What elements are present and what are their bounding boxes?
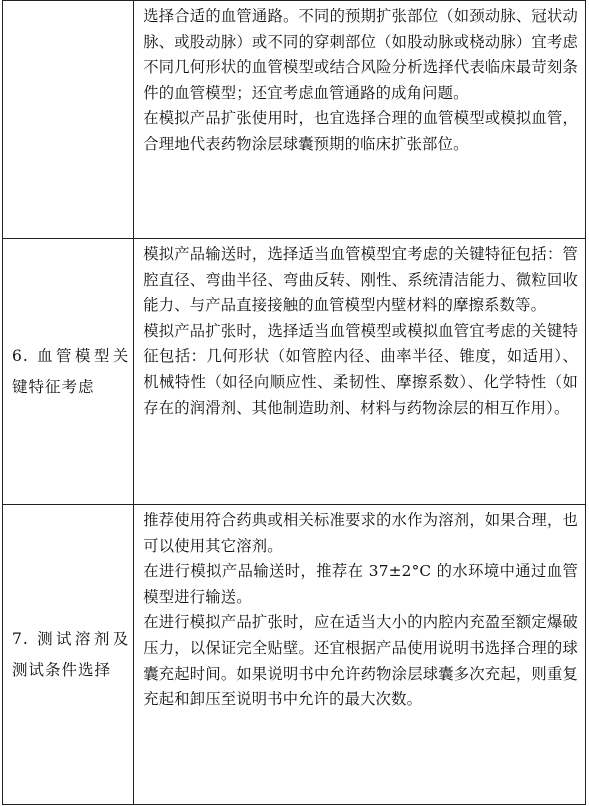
table-row	[3, 239, 586, 505]
row-label: 7. 测试溶剂及测试条件选择	[12, 629, 130, 679]
row-label-cell	[3, 505, 134, 805]
paragraph: 选择合适的血管通路。不同的预期扩张部位（如颈动脉、冠状动脉、或股动脉）或不同的穿刺部位（如股动脉或桡动脉）宜考虑不同几何形状的血管模型或结合风险分析选择代表临床最苛刻条件的血管模型；还宜考虑血管通路的成角问题。	[143, 7, 578, 102]
requirements-table	[2, 0, 586, 805]
paragraph: 推荐使用符合药典或相关标准要求的水作为溶剂，如果合理，也可以使用其它溶剂。	[143, 511, 578, 555]
row-label-cell	[3, 239, 134, 505]
paragraph: 在模拟产品扩张使用时，也宜选择合理的血管模型或模拟血管，合理地代表药物涂层球囊预期的临床扩张部位。	[143, 109, 578, 153]
paragraph: 模拟产品扩张时，选择适当血管模型或模拟血管宜考虑的关键特征包括：几何形状（如管腔内径、曲率半径、锥度，如适用）、机械特性（如径向顺应性、柔韧性、摩擦系数）、化学特性（如存在的润滑剂、其他制造助剂、材料与药物涂层的相互作用）。	[143, 321, 578, 417]
row-label: 6. 血管模型关键特征考虑	[12, 346, 130, 396]
table-row	[3, 505, 586, 805]
row-label-cell	[3, 1, 134, 239]
row-content-cell	[134, 505, 586, 805]
paragraph: 在进行模拟产品扩张时，应在适当大小的内腔内充盈至额定爆破压力，以保证完全贴壁。还宜根据产品使用说明书选择合理的球囊充起时间。如果说明书中允许药物涂层球囊多次充起，则重复充起和卸压至说明书中允许的最大次数。	[143, 613, 578, 709]
row-content-cell	[134, 1, 586, 239]
table-row	[3, 1, 586, 239]
paragraph: 在进行模拟产品输送时，推荐在 37±2°C 的水环境中通过血管模型进行输送。	[143, 562, 578, 606]
paragraph: 模拟产品输送时，选择适当血管模型宜考虑的关键特征包括：管腔直径、弯曲半径、弯曲反转、刚性、系统清洁能力、微粒回收能力、与产品直接接触的血管模型内壁材料的摩擦系数等。	[143, 245, 578, 315]
row-content-cell	[134, 239, 586, 505]
